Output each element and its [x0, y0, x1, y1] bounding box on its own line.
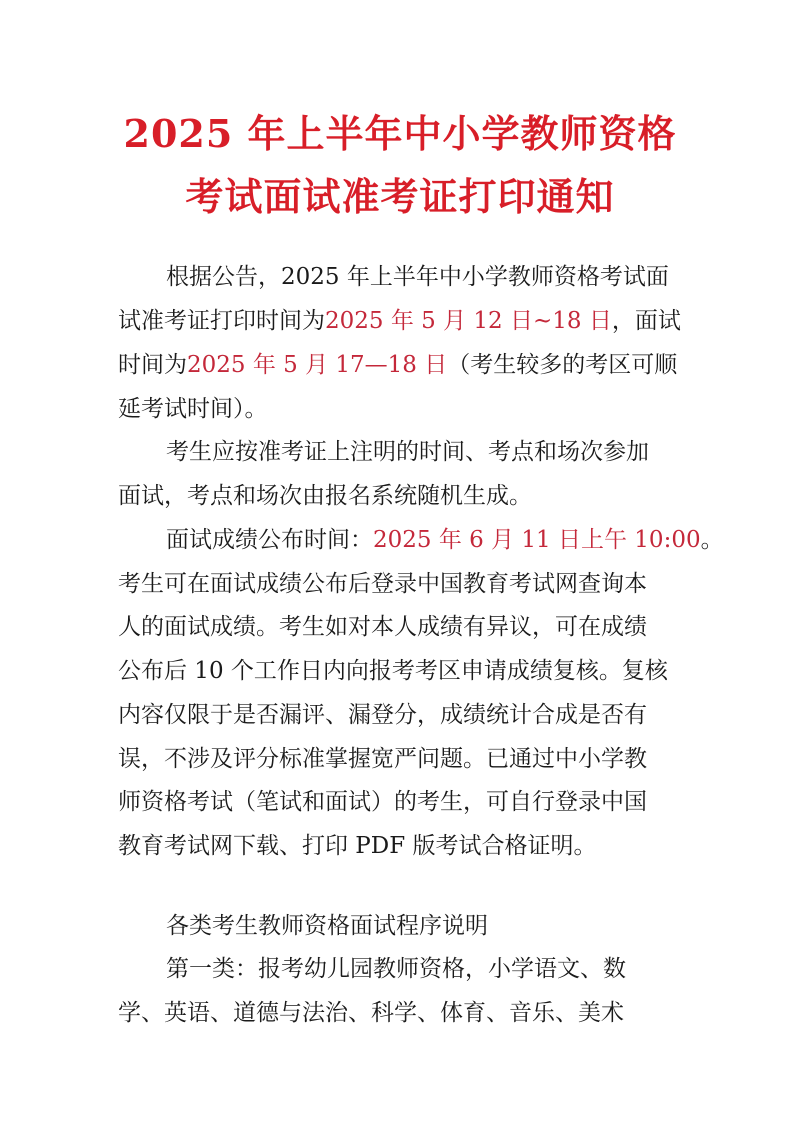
paragraph-3-line-5: 内容仅限于是否漏评、漏登分，成绩统计合成是否有 — [118, 702, 647, 728]
title-line-2: 考试面试准考证打印通知 — [185, 174, 615, 219]
paragraph-1-line-4: 延考试时间）。 — [118, 396, 268, 422]
paragraph-3-line-1-text-b: 。 — [700, 527, 724, 553]
paragraph-3-line-6: 误，不涉及评分标准掌握宽严问题。已通过中小学教 — [118, 746, 647, 772]
paragraph-2-line-1: 考生应按准考证上注明的时间、考点和场次参加 — [166, 439, 649, 465]
interview-dates: 2025 年 5 月 17—18 日 — [187, 352, 448, 378]
paragraph-3-line-7: 师资格考试（笔试和面试）的考生，可自行登录中国 — [118, 789, 647, 815]
paragraph-3-line-8: 教育考试网下载、打印 PDF 版考试合格证明。 — [118, 833, 597, 859]
paragraph-1-line-1: 根据公告，2025 年上半年中小学教师资格考试面 — [166, 264, 669, 290]
paragraph-1-line-2-text-b: ，面试 — [611, 308, 681, 334]
paragraph-1-line-3-text-a: 时间为 — [118, 352, 187, 378]
title-line-1: 2025 年上半年中小学教师资格 — [123, 111, 677, 156]
paragraph-1-line-2-text-a: 试准考证打印时间为 — [118, 308, 325, 334]
section-line-1: 第一类：报考幼儿园教师资格，小学语文、数 — [166, 956, 626, 982]
section-line-2: 学、英语、道德与法治、科学、体育、音乐、美术 — [118, 1000, 624, 1026]
paragraph-3-line-4: 公布后 10 个工作日内向报考考区申请成绩复核。复核 — [118, 658, 668, 684]
paragraph-3-line-3: 人的面试成绩。考生如对本人成绩有异议，可在成绩 — [118, 614, 647, 640]
paragraph-3-line-1-text-a: 面试成绩公布时间： — [166, 527, 373, 553]
ticket-print-dates: 2025 年 5 月 12 日~18 日 — [325, 308, 612, 334]
score-release-time: 2025 年 6 月 11 日上午 10:00 — [373, 527, 701, 553]
paragraph-1-line-2 — [118, 306, 681, 336]
paragraph-3-line-2: 考生可在面试成绩公布后登录中国教育考试网查询本 — [118, 571, 647, 597]
paragraph-1-line-3 — [118, 350, 677, 380]
paragraph-2-line-2: 面试，考点和场次由报名系统随机生成。 — [118, 483, 532, 509]
paragraph-3-line-1 — [166, 525, 724, 555]
paragraph-1-line-3-text-b: （考生较多的考区可顺 — [447, 352, 678, 378]
section-heading: 各类考生教师资格面试程序说明 — [166, 913, 488, 939]
